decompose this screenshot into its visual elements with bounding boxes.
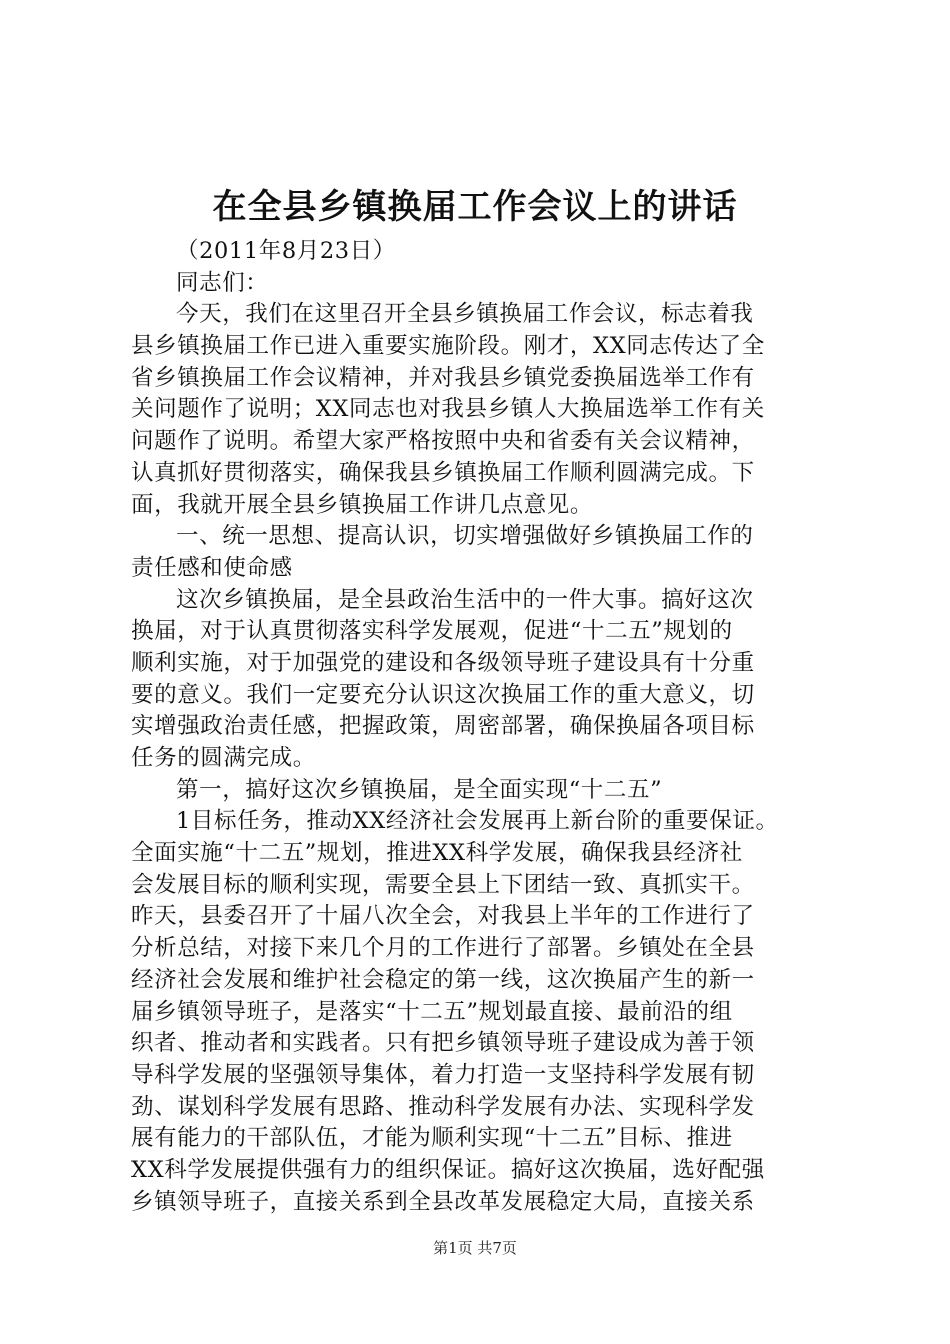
text-line: 展有能力的干部队伍，才能为顺利实现“十二五”目标、推进 [131,1125,733,1152]
text-line: 今天，我们在这里召开全县乡镇换届工作会议，标志着我 [176,301,754,328]
text-line: 省乡镇换届工作会议精神，并对我县乡镇党委换届选举工作有 [131,364,755,391]
text-line: 顺利实施，对于加强党的建设和各级领导班子建设具有十分重 [131,649,755,676]
text-line: 换届，对于认真贯彻落实科学发展观，促进“十二五”规划的 [131,618,733,645]
text-line: 问题作了说明。希望大家严格按照中央和省委有关会议精神， [131,428,755,455]
text-line: 县乡镇换届工作已进入重要实施阶段。刚才，XX同志传达了全 [131,333,765,360]
text-line: 责任感和使命感 [131,554,293,581]
text-line: 任务的圆满完成。 [131,745,316,771]
text-line: 同志们： [176,269,269,296]
text-line: 关问题作了说明；XX同志也对我县乡镇人大换届选举工作有关 [131,396,765,423]
document-title: 在全县乡镇换届工作会议上的讲话 [212,187,738,227]
text-line: 分析总结，对接下来几个月的工作进行了部署。乡镇处在全县 [131,935,755,962]
document-body [131,236,831,1218]
text-line: 实增强政治责任感，把握政策，周密部署，确保换届各项目标 [131,713,755,740]
text-line: XX科学发展提供强有力的组织保证。搞好这次换届，选好配强 [131,1156,765,1183]
text-line: 第一，搞好这次乡镇换届，是全面实现“十二五” [176,776,663,803]
text-line: 劲、谋划科学发展有思路、推动科学发展有办法、实现科学发 [131,1093,755,1120]
text-line: 会发展目标的顺利实现，需要全县上下团结一致、真抓实干。 [131,871,755,898]
page-number: 第1页 共7页 [433,1239,517,1257]
text-line: （2011年8月23日） [176,238,396,264]
text-line: 全面实施“十二五”规划，推进XX科学发展，确保我县经济社 [131,840,743,867]
text-line: 1目标任务，推动XX经济社会发展再上新台阶的重要保证。 [176,808,779,835]
text-line: 要的意义。我们一定要充分认识这次换届工作的重大意义，切 [131,681,755,708]
text-line: 认真抓好贯彻落实，确保我县乡镇换届工作顺利圆满完成。下 [131,459,755,486]
text-line: 乡镇领导班子，直接关系到全县改革发展稳定大局，直接关系 [131,1188,755,1215]
text-line: 导科学发展的坚强领导集体，着力打造一支坚持科学发展有韧 [131,1061,755,1088]
text-line: 这次乡镇换届，是全县政治生活中的一件大事。搞好这次 [176,586,754,613]
text-line: 昨天，县委召开了十届八次全会，对我县上半年的工作进行了 [131,903,755,930]
text-line: 届乡镇领导班子，是落实“十二五”规划最直接、最前沿的组 [131,998,733,1025]
text-line: 一、统一思想、提高认识，切实增强做好乡镇换届工作的 [176,523,754,550]
text-line: 经济社会发展和维护社会稳定的第一线，这次换届产生的新一 [131,966,755,993]
text-line: 织者、推动者和实践者。只有把乡镇领导班子建设成为善于领 [131,1030,755,1057]
text-line: 面，我就开展全县乡镇换届工作讲几点意见。 [131,491,594,518]
